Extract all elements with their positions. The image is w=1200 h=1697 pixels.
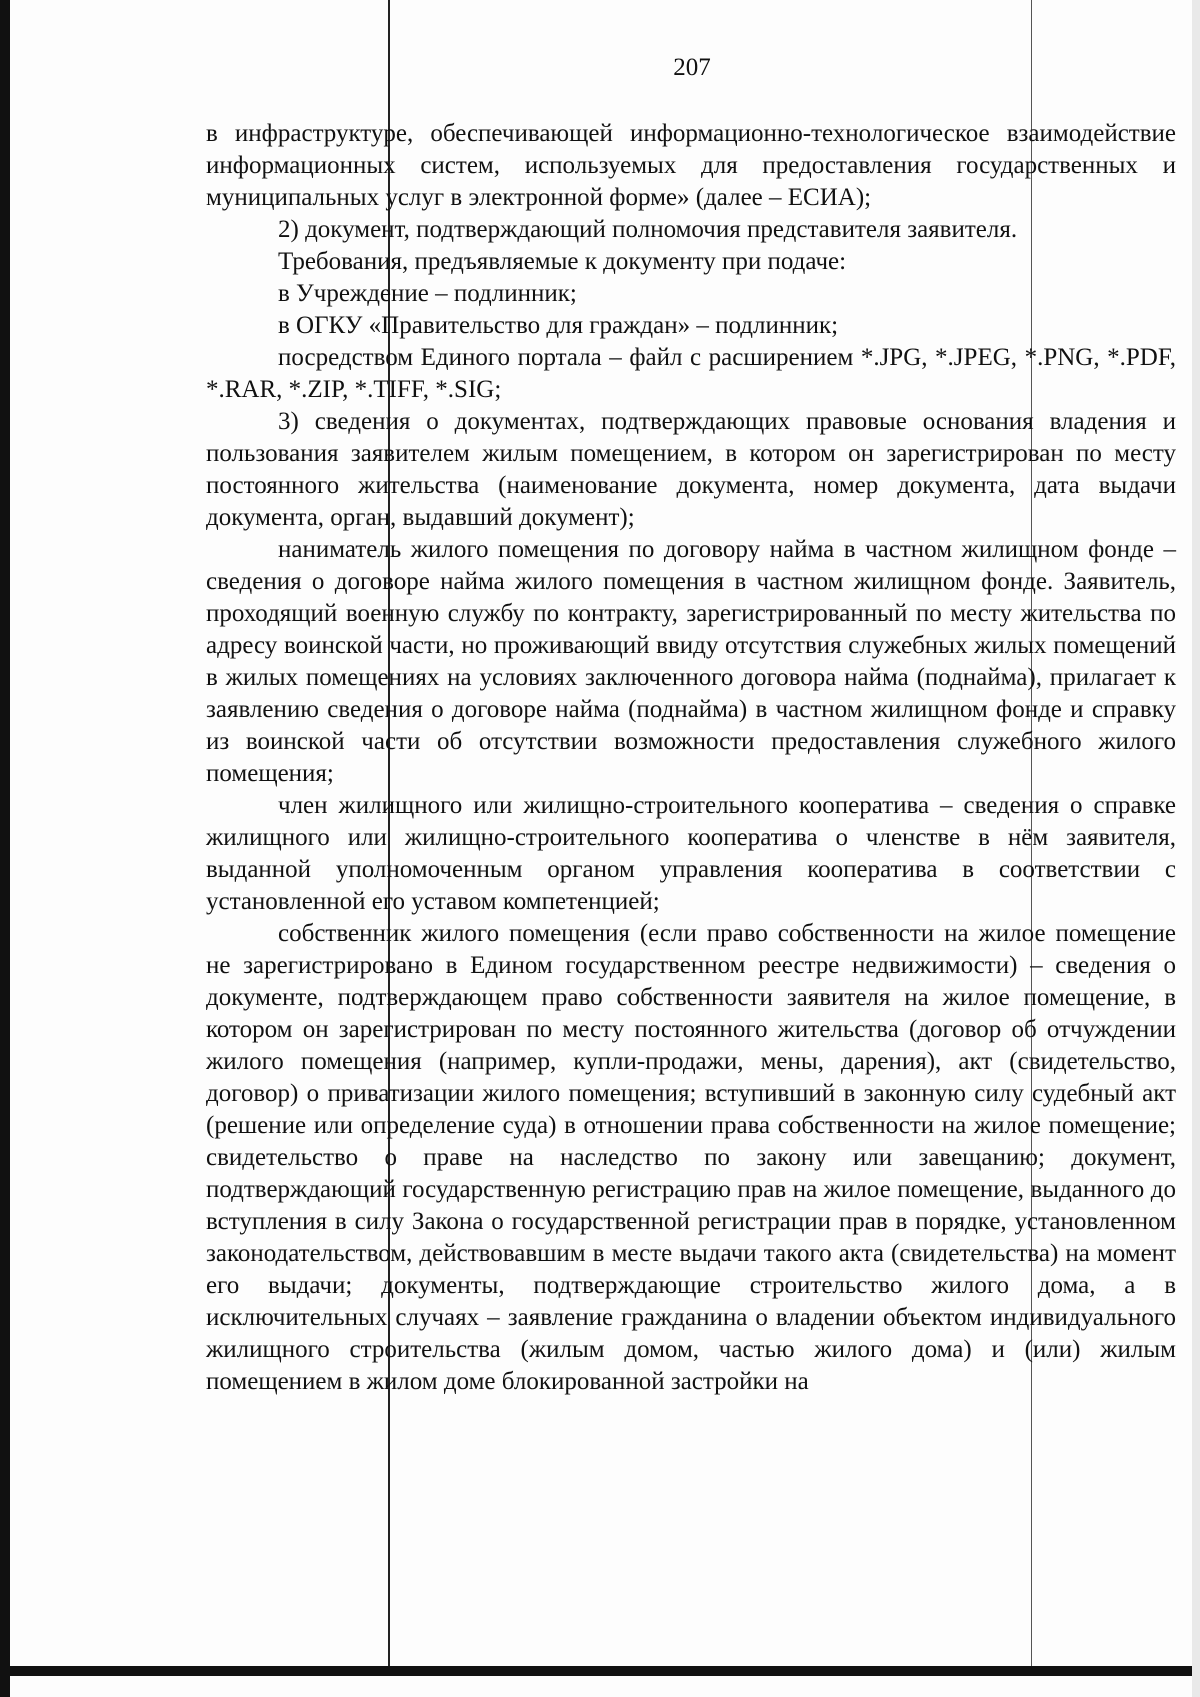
- body-text: [206, 118, 1176, 1398]
- paragraph: Требования, предъявляемые к документу при подаче:: [278, 248, 847, 275]
- paragraph: 2) документ, подтверждающий полномочия представителя заявителя.: [278, 216, 1018, 243]
- paragraph: в ОГКУ «Правительство для граждан» – подлинник;: [278, 312, 839, 339]
- paragraph: посредством Единого портала – файл с расширением *.JPG, *.JPEG, *.PNG, *.PDF, *.RAR, *.ZIP, *.TIFF, *.SIG;: [206, 344, 1176, 403]
- paragraph: член жилищного или жилищно-строительного кооператива – сведения о справке жилищного или жилищно-строительного кооператива о членстве в нём заявителя, выданной уполномоченным органом управления кооператива в соответствии с установленной его уставом компетенцией;: [206, 792, 1176, 915]
- paragraph: в инфраструктуре, обеспечивающей информационно-технологическое взаимодействие информационных систем, используемых для предоставления государственных и муниципальных услуг в электронной форме» (далее – ЕСИА);: [206, 120, 1176, 211]
- paragraph: в Учреждение – подлинник;: [278, 280, 577, 307]
- paragraph: собственник жилого помещения (если право собственности на жилое помещение не зарегистрировано в Едином государственном реестре недвижимости) – сведения о документе, подтверждающем право собственности заявителя на жилое помещение, в котором он зарегистрирован по месту постоянного жительства (договор об отчуждении жилого помещения (например, купли-продажи, мены, дарения), акт (свидетельство, договор) о приватизации жилого помещения; вступивший в законную силу судебный акт (решение или определение суда) в отношении права собственности на жилое помещение; свидетельство о праве на наследство по закону или завещанию; документ, подтверждающий государственную регистрацию прав на жилое помещение, выданного до вступления в силу Закона о государственной регистрации прав в порядке, установленном законодательством, действовавшим в месте выдачи такого акта (свидетельства) на момент его выдачи; документы, подтверждающие строительство жилого дома, а в исключительных случаях – заявление гражданина о владении объектом индивидуального жилищного строительства (жилым домом, частью жилого дома) и (или) жилым помещением в жилом доме блокированной застройки на: [206, 920, 1176, 1395]
- page-number: 207: [673, 54, 711, 81]
- scan-right-border: [1192, 0, 1200, 1697]
- paragraph: 3) сведения о документах, подтверждающих правовые основания владения и пользования заявителем жилым помещением, в котором он зарегистрирован по месту постоянного жительства (наименование документа, номер документа, дата выдачи документа, орган, выдавший документ);: [206, 408, 1176, 531]
- scan-bottom-border: [0, 1666, 1200, 1676]
- scan-left-border: [0, 0, 10, 1697]
- paragraph: наниматель жилого помещения по договору найма в частном жилищном фонде – сведения о договоре найма жилого помещения в частном жилищном фонде. Заявитель, проходящий военную службу по контракту, зарегистрированный по месту жительства по адресу воинской части, но проживающий ввиду отсутствия служебных жилых помещений в жилых помещениях на условиях заключенного договора найма (поднайма), прилагает к заявлению сведения о договоре найма (поднайма) в частном жилищном фонде и справку из воинской части об отсутствии возможности предоставления служебного жилого помещения;: [206, 536, 1176, 787]
